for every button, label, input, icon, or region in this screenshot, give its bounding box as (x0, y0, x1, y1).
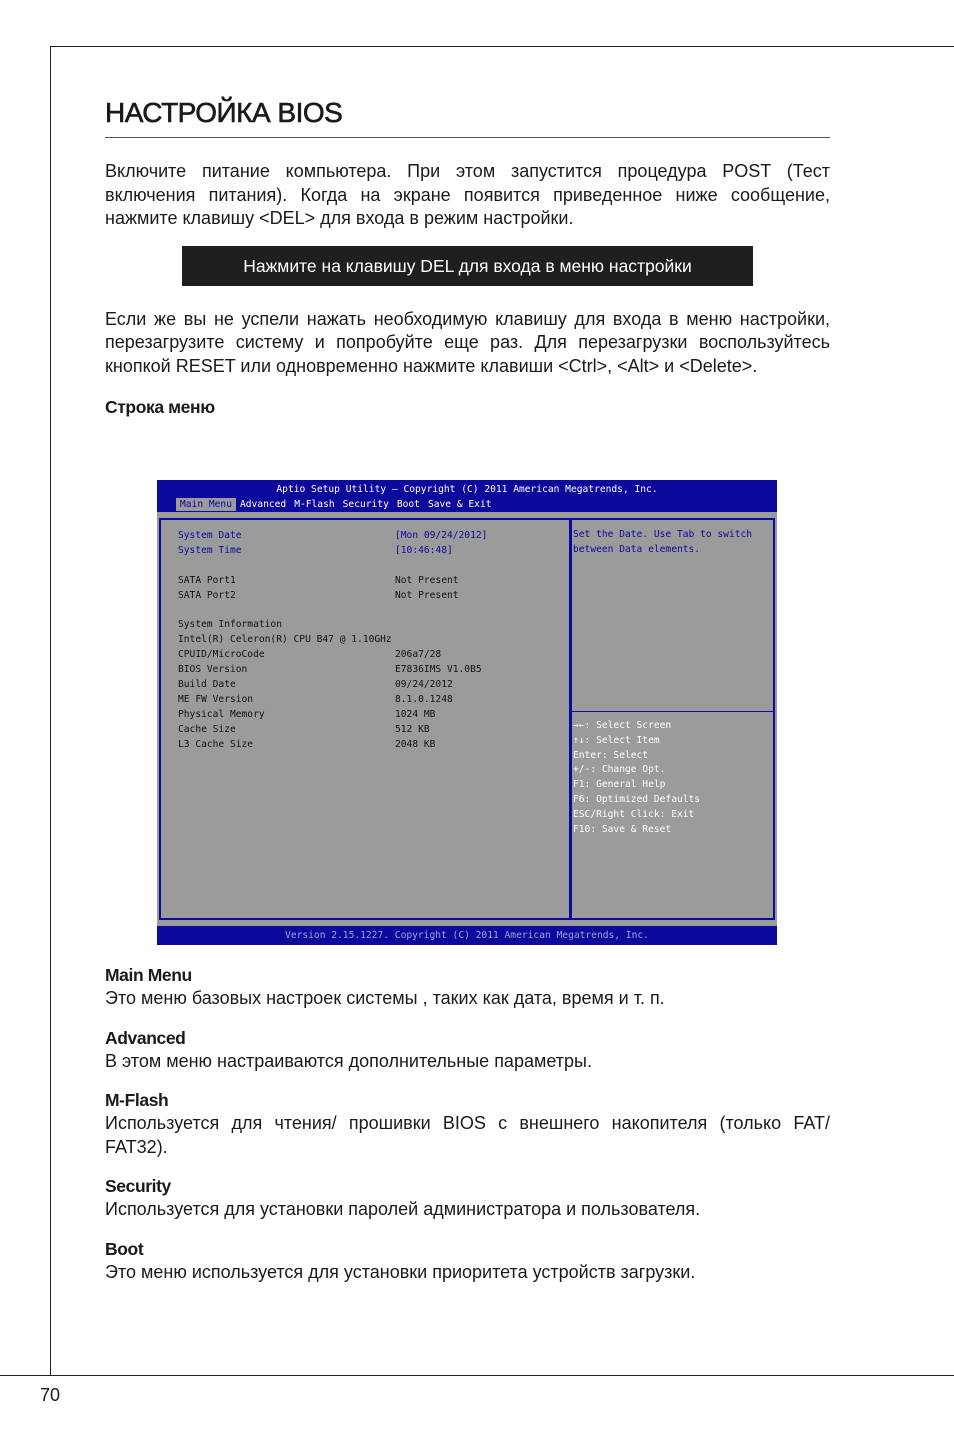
bios-row-label: ME FW Version (178, 694, 254, 705)
bios-tab-boot[interactable]: Boot (396, 499, 420, 510)
section-heading: M-Flash (105, 1090, 169, 1110)
bios-footer: Version 2.15.1227. Copyright (C) 2011 American Megatrends, Inc. (157, 926, 777, 945)
bios-help-panel (569, 518, 775, 920)
bios-row-label: Intel(R) Celeron(R) CPU B47 @ 1.10GHz (178, 634, 392, 645)
bios-row-value[interactable]: [10:46:48] (395, 545, 453, 556)
bios-help-divider (570, 711, 773, 712)
page-frame-top (50, 46, 954, 47)
bios-key-legend (573, 719, 700, 837)
page-content (105, 97, 830, 418)
section-text: Используется для чтения/ прошивки BIOS с внешнего накопителя (только FAT/ FAT32). (105, 1113, 830, 1157)
bios-row-label: System Information (178, 619, 282, 630)
section-text: В этом меню настраиваются дополнительные параметры. (105, 1050, 592, 1071)
bios-row-label[interactable]: System Time (178, 545, 242, 556)
bios-row-label: CPUID/MicroCode (178, 649, 265, 660)
bios-row-value: 512 KB (395, 724, 430, 735)
menubar-heading: Строка меню (105, 397, 215, 417)
reboot-paragraph: Если же вы не успели нажать необходимую клавишу для входа в меню настройки, перезагрузите систему и попробуйте еще раз. Для перезагрузки воспользуйтесь кнопкой RESET или одновременно нажмите клавиши <Ctrl>, <Alt> и <Delete>. (105, 308, 830, 376)
section-text: Используется для установки паролей администратора и пользователя. (105, 1199, 701, 1219)
bios-key-item: Enter: Select (573, 749, 649, 761)
bios-key-item: F6: Optimized Defaults (573, 793, 701, 805)
page-frame-bottom (0, 1375, 954, 1376)
bios-key-item: ESC/Right Click: Exit (573, 808, 695, 820)
bios-row-value[interactable]: [Mon 09/24/2012] (395, 530, 488, 541)
bios-main-panel (159, 518, 572, 920)
bios-row-value: Not Present (395, 575, 459, 586)
bios-row-value: 2048 KB (395, 739, 436, 750)
bios-row-label: BIOS Version (178, 664, 248, 675)
del-prompt-box: Нажмите на клавишу DEL для входа в меню настройки (182, 246, 753, 286)
bios-row-label: Build Date (178, 679, 236, 690)
bios-tab-save-exit[interactable]: Save & Exit (427, 499, 492, 510)
section-heading: Security (105, 1176, 171, 1196)
bios-row-label: L3 Cache Size (178, 739, 254, 750)
page-number: 70 (40, 1385, 61, 1405)
bios-help-text: Set the Date. Use Tab to switch between Data elements. (573, 529, 753, 555)
bios-title: Aptio Setup Utility – Copyright (C) 2011 American Megatrends, Inc. (276, 484, 658, 495)
bios-tab-security[interactable]: Security (342, 499, 389, 510)
bios-row-label: SATA Port2 (178, 590, 236, 601)
bios-tab-main-menu[interactable]: Main Menu (176, 498, 236, 511)
section-boot (105, 1239, 830, 1285)
section-m-flash (105, 1090, 830, 1159)
bios-row-value: Not Present (395, 590, 459, 601)
bios-tab-m-flash[interactable]: M-Flash (294, 499, 335, 510)
section-heading: Boot (105, 1238, 144, 1259)
bios-row-value: 09/24/2012 (395, 679, 453, 690)
bios-key-item: F1: General Help (573, 779, 666, 791)
bios-row-label: Physical Memory (178, 709, 265, 720)
bios-screenshot (157, 480, 777, 945)
section-security (105, 1176, 830, 1222)
page-title: НАСТРОЙКА BIOS (105, 97, 830, 138)
bios-key-item: ↑↓: Select Item (573, 734, 660, 746)
bios-key-item: F10: Save & Reset (573, 823, 672, 835)
section-heading: Main Menu (105, 965, 192, 985)
menu-descriptions (105, 965, 830, 1284)
bios-row-value: 8.1.0.1248 (395, 694, 453, 705)
bios-tab-advanced[interactable]: Advanced (239, 499, 287, 510)
bios-key-item: +/-: Change Opt. (573, 764, 666, 776)
bios-key-item: →←: Select Screen (573, 720, 672, 731)
bios-row-label: Cache Size (178, 724, 236, 735)
bios-row-value: E7836IMS V1.0B5 (395, 664, 482, 675)
section-main-menu (105, 965, 830, 1011)
intro-paragraph: Включите питание компьютера. При этом запустится процедура POST (Тест включения питания). Когда на экране появится приведенное ниже сообщение, нажмите клавишу <DEL> для входа в режим настройки. (105, 161, 830, 228)
bios-row-value: 206a7/28 (395, 649, 442, 660)
bios-row-label[interactable]: System Date (178, 530, 242, 541)
section-advanced (105, 1028, 830, 1074)
section-text: Это меню используется для установки приоритета устройств загрузки. (105, 1261, 696, 1282)
bios-title-bar (157, 480, 777, 512)
section-text: Это меню базовых настроек системы , таких как дата, время и т. п. (105, 988, 665, 1008)
section-heading: Advanced (105, 1027, 186, 1048)
bios-row-value: 1024 MB (395, 709, 436, 720)
bios-row-label: SATA Port1 (178, 575, 236, 586)
bios-tabs (176, 498, 496, 511)
page-frame-left (50, 46, 51, 1375)
